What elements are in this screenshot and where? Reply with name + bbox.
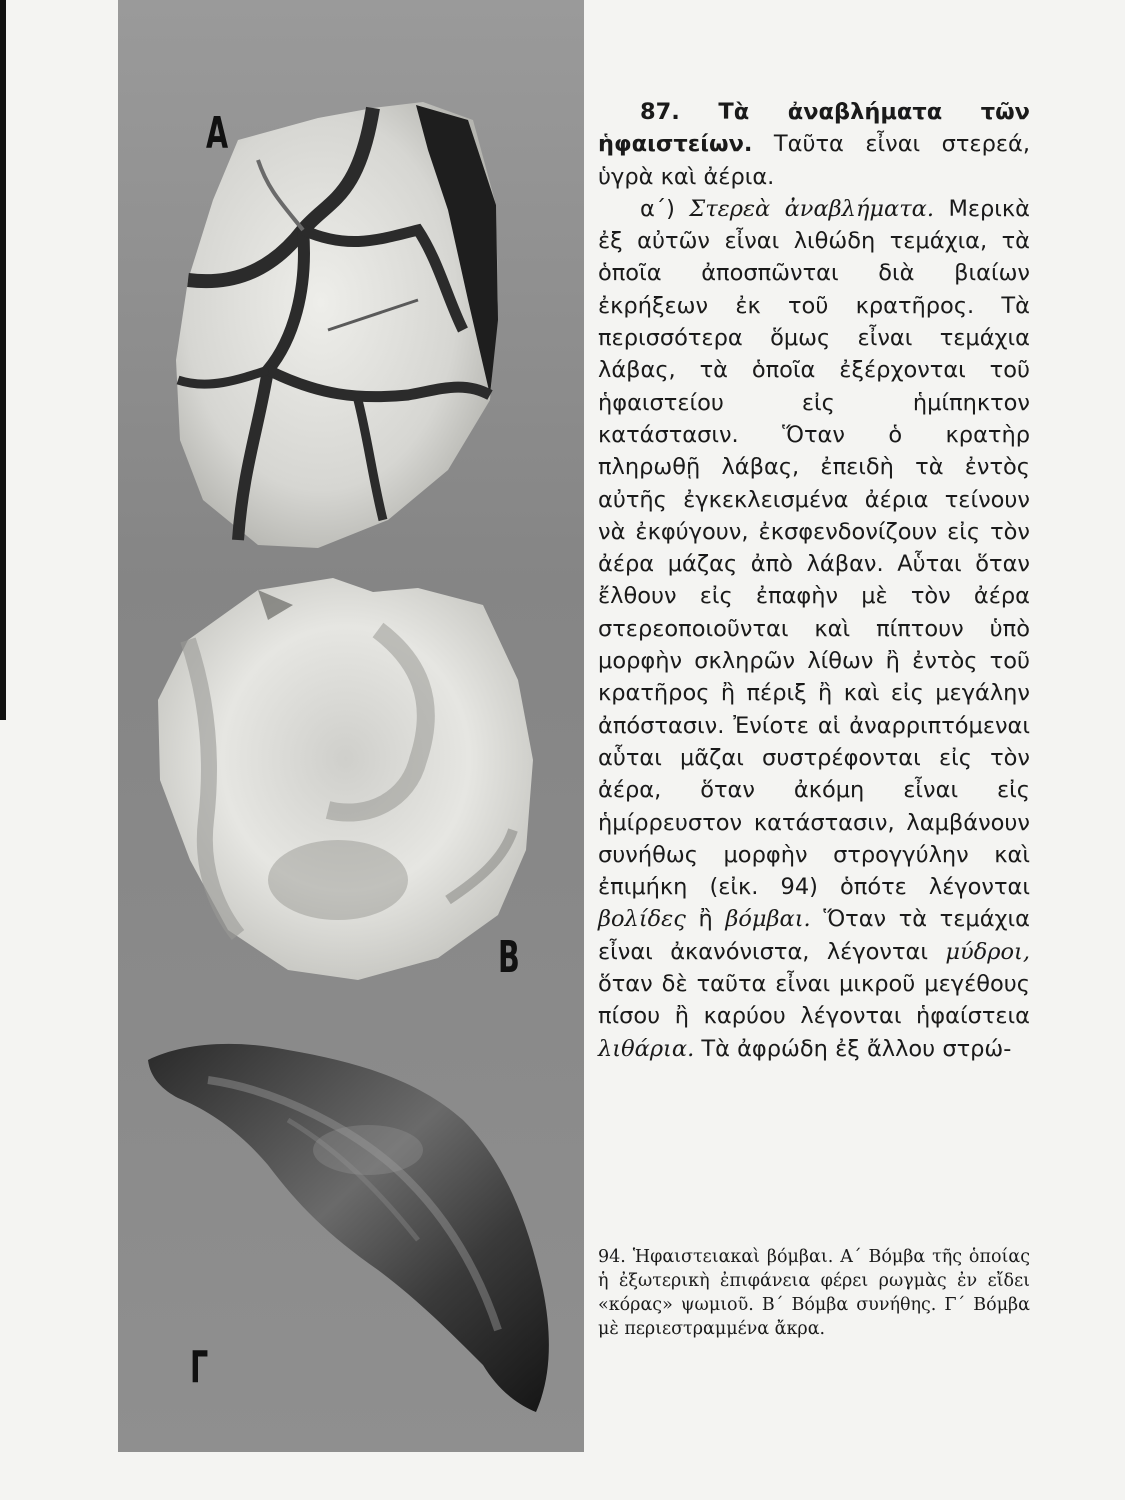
subsection-label: α΄) <box>640 195 675 222</box>
paragraph-part-3: ὅταν δὲ ταῦτα εἶναι μικροῦ μεγέθους πίσου ἢ καρύου λέγονται ἡφαίστεια <box>598 971 1030 1030</box>
term-bolides: βολίδες <box>598 906 686 933</box>
section-body <box>598 96 1030 1065</box>
term-lithoria: λιθάρια. <box>598 1035 695 1062</box>
subsection-title: Στερεὰ ἀναβλήματα. <box>689 195 935 222</box>
paragraph-part-4: Τὰ ἀφρώδη ἐξ ἄλλου στρώ- <box>701 1035 1012 1062</box>
figure-label-a: A <box>206 108 229 159</box>
volcanic-bombs-illustration <box>118 0 584 1452</box>
paragraph-part-2: Ὅταν τὰ τεμάχια εἶναι ἀκανόνιστα, λέγονται <box>598 906 1030 965</box>
section-heading: 87. Τὰ ἀναβλήματα τῶν ἡφαιστείων. <box>598 99 1030 158</box>
paragraph-part-1: Μερικὰ ἐξ αὐτῶν εἶναι λιθώδη τεμάχια, τὰ ὁποῖα ἀποσπῶνται διὰ βιαίων ἐκρήξεων ἐκ τοῦ κρατῆρος. Τὰ περισσότερα ὅμως εἶναι τεμάχια λάβας, τὰ ὁποῖα ἐξέρχονται τοῦ ἡφαιστείου εἰς ἡμίπηκτον κατάστασιν. Ὅταν ὁ κρατὴρ πληρωθῇ λάβας, ἐπειδὴ τὰ ἐντὸς αὐτῆς ἐγκεκλεισμένα ἀέρια τείνουν νὰ ἐκφύγουν, ἐκσφενδονίζουν εἰς τὸν ἀέρα μάζας ἀπὸ λάβαν. Αὗται ὅταν ἔλθουν εἰς ἐπαφὴν μὲ τὸν ἀέρα στερεοποιοῦνται καὶ πίπτουν ὑπὸ μορφὴν σκληρῶν λίθων ἢ ἐντὸς τοῦ κρατῆρος ἢ πέριξ ἢ καὶ εἰς μεγάλην ἀπόστασιν. Ἐνίοτε αἱ ἀναρριπτόμεναι αὗται μᾶζαι συστρέφονται εἰς τὸν ἀέρα, ὅταν ἀκόμη εἶναι εἰς ἡμίρρευστον κατάστασιν, λαμβάνουν συνήθως μορφὴν στρογγύλην καὶ ἐπιμήκη (εἰκ. 94) ὁπότε λέγονται <box>598 195 1030 901</box>
scan-edge <box>0 0 6 720</box>
conjunction-or: ἢ <box>698 906 713 933</box>
section-intro: Ταῦτα εἶναι στερεά, ὑγρὰ καὶ ἀέρια. <box>598 131 1030 190</box>
figure-photo-panel <box>118 0 584 1452</box>
figure-caption: 94. Ἡφαιστειακαὶ βόμβαι. Α΄ Βόμβα τῆς ὁποίας ἡ ἐξωτερικὴ ἐπιφάνεια φέρει ρωγμὰς ἐν εἴδει «κόρας» ψωμιοῦ. Β΄ Βόμβα συνήθης. Γ΄ Βόμβα μὲ περιεστραμμένα ἄκρα. <box>598 1247 1030 1339</box>
bomb-b-image <box>158 578 533 980</box>
figure-label-b: B <box>498 932 520 983</box>
bomb-a-image <box>176 102 498 548</box>
term-bombs: βόμβαι. <box>725 906 811 933</box>
term-mydroi: μύδροι, <box>945 938 1030 965</box>
figure-label-g: Γ <box>190 1342 209 1393</box>
